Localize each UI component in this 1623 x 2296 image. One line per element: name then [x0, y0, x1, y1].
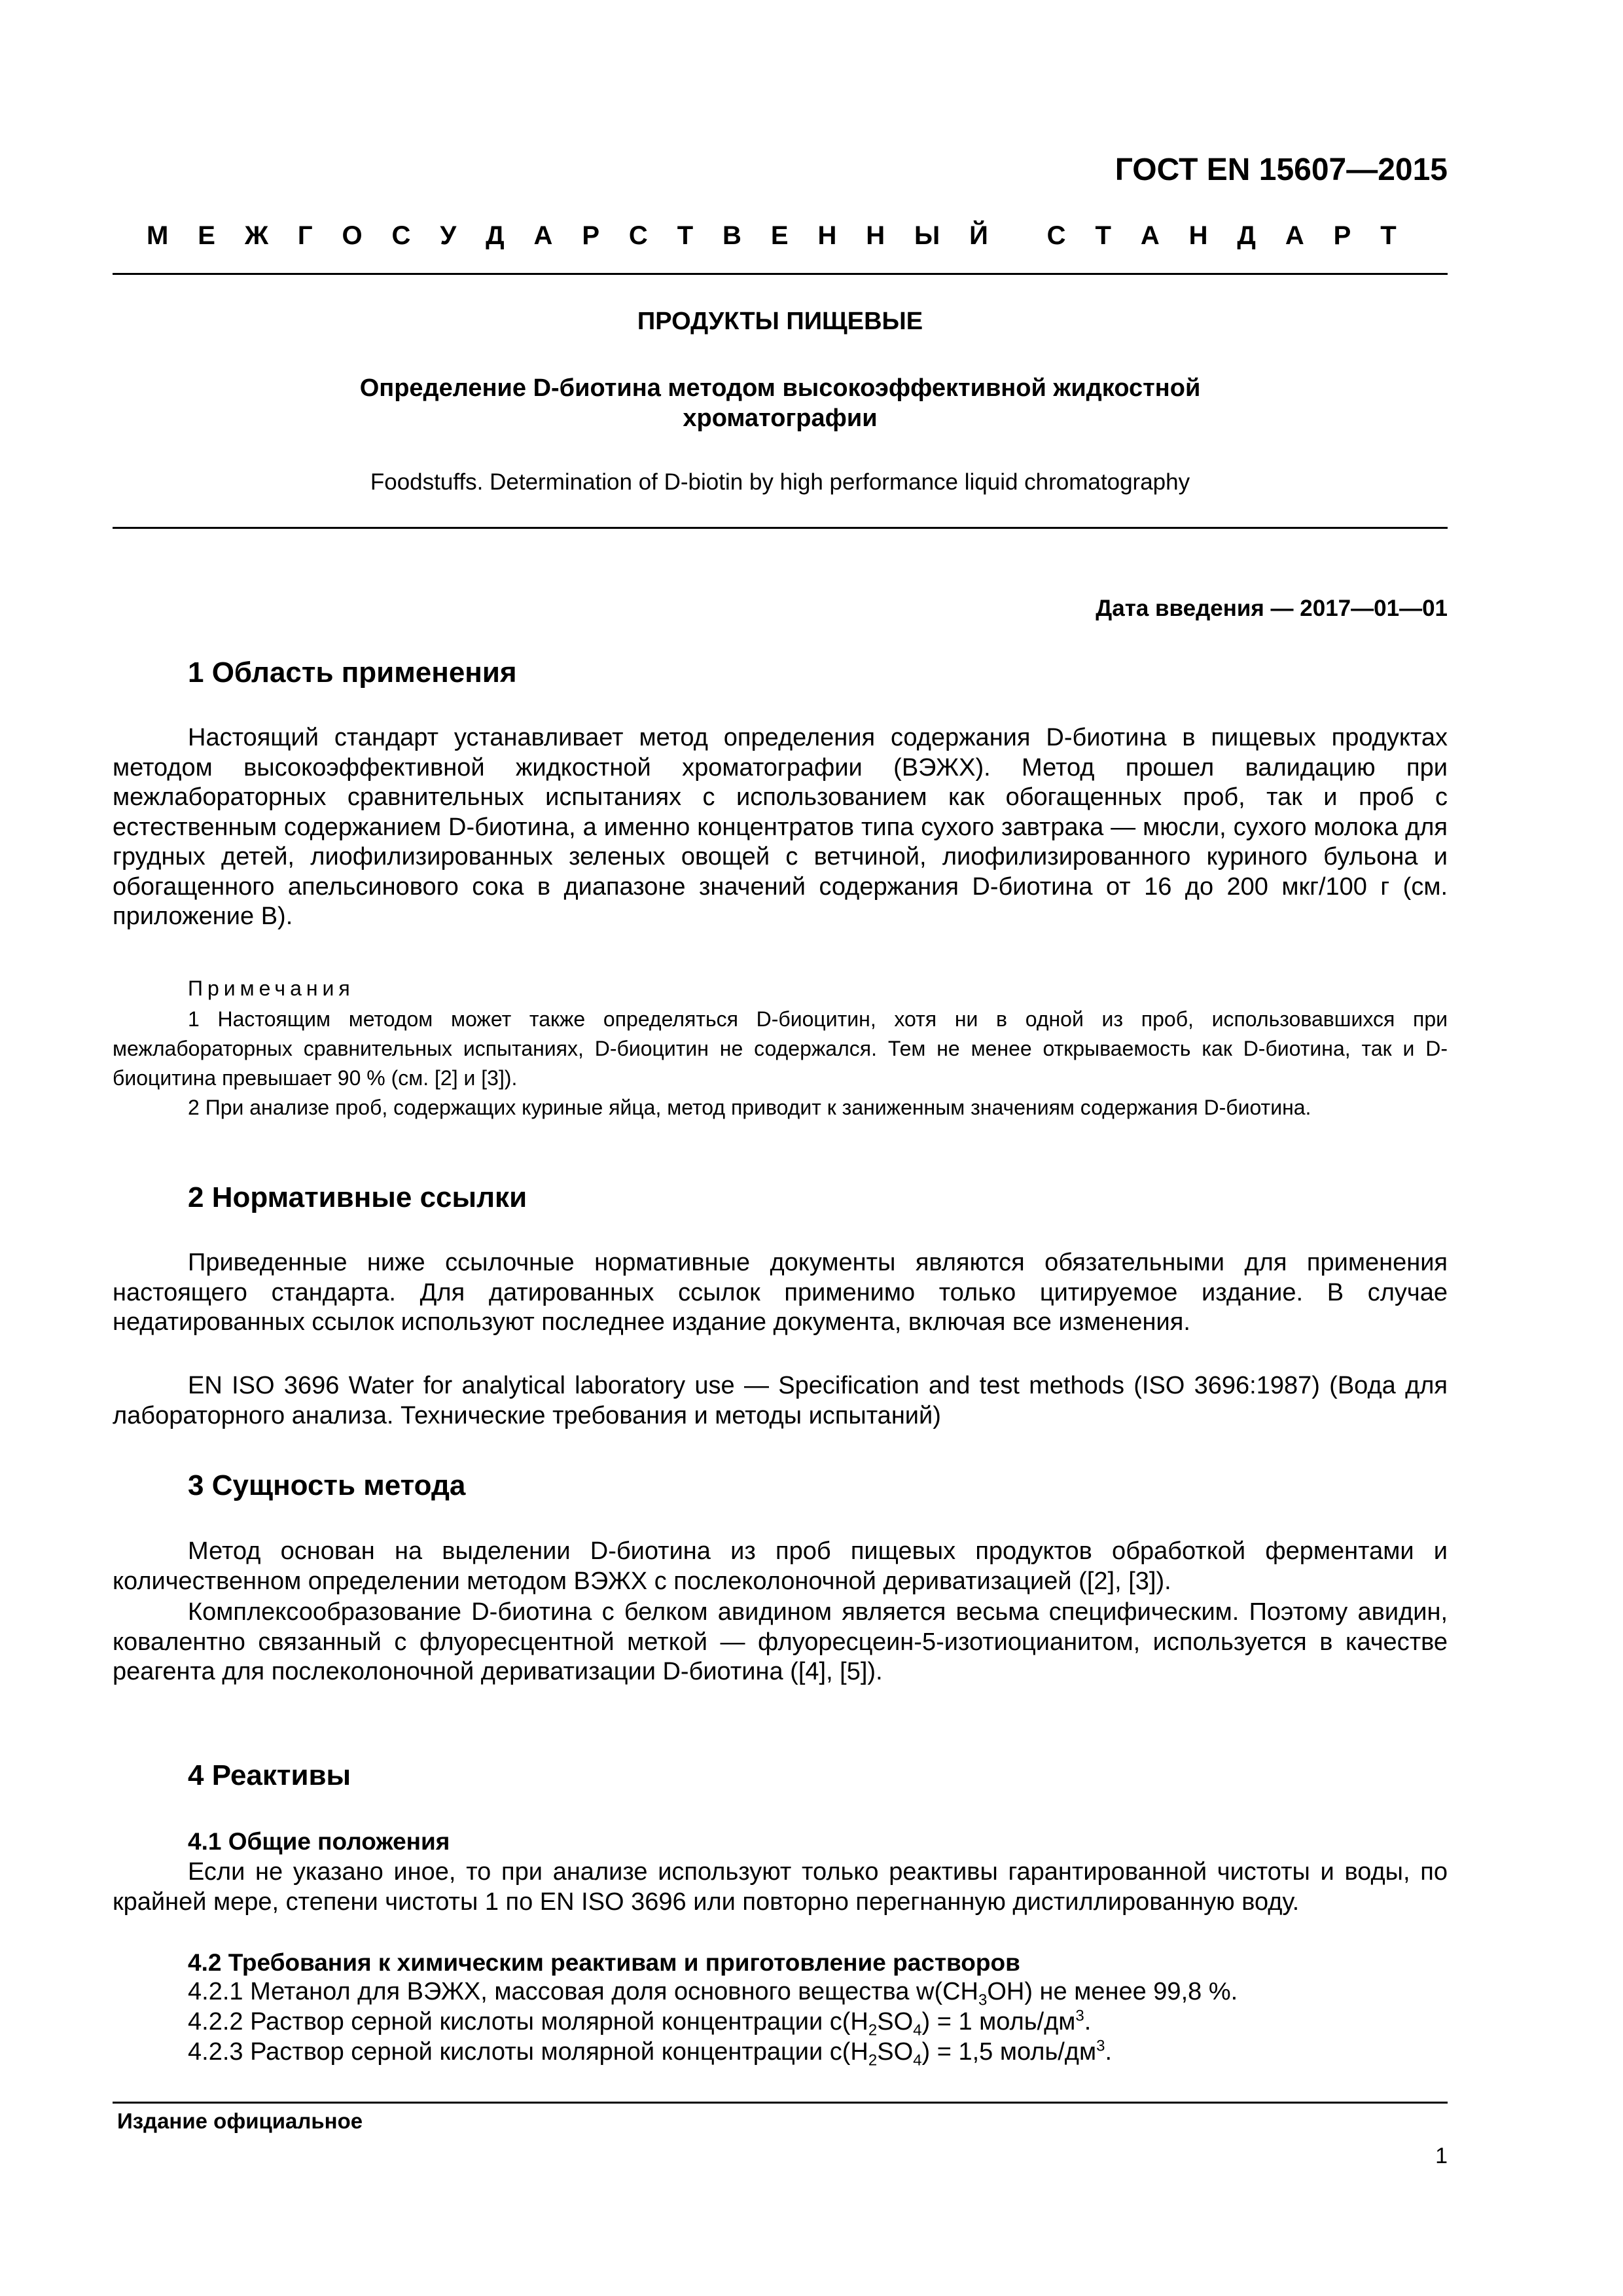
- letter: В: [722, 221, 741, 250]
- letter: Т: [1095, 221, 1111, 250]
- letter: Н: [866, 221, 885, 250]
- notes-title: Примечания: [188, 977, 355, 1000]
- section4-1-heading: 4.1 Общие положения: [188, 1828, 450, 1855]
- letter: Н: [817, 221, 837, 250]
- letter: А: [533, 221, 553, 250]
- top-rule: [113, 273, 1448, 275]
- item-4-2-1: 4.2.1 Метанол для ВЭЖХ, массовая доля основного вещества $w(CH_3OH)$ не менее 99,8 %.: [188, 1978, 1238, 2009]
- letter: А: [1285, 221, 1304, 250]
- title-sub-line1: Определение D-биотина методом высокоэффективной жидкостной: [359, 374, 1201, 402]
- title-sub-line2: хроматографии: [683, 404, 878, 432]
- letter: О: [342, 221, 363, 250]
- letter: Р: [1333, 221, 1351, 250]
- letter: С: [391, 221, 411, 250]
- item-4-2-2: 4.2.2 Раствор серной кислоты молярной концентрации $c(H_2SO_4) = 1$ моль/$дм^3$.: [188, 2007, 1092, 2039]
- letter: Г: [297, 221, 313, 250]
- document-page: [113, 0, 1448, 2296]
- letter: Ы: [914, 221, 940, 250]
- letter: Д: [486, 221, 505, 250]
- letter: У: [440, 221, 457, 250]
- page-number: 1: [1435, 2144, 1448, 2168]
- title-main: ПРОДУКТЫ ПИЩЕВЫЕ: [637, 308, 923, 335]
- letter: Е: [198, 221, 215, 250]
- letter: Т: [1380, 221, 1397, 250]
- letter: М: [147, 221, 169, 250]
- note-2: 2 При анализе проб, содержащих куриные яйца, метод приводит к заниженным значениям содержания D-биотина.: [188, 1096, 1311, 1119]
- letter: Д: [1237, 221, 1256, 250]
- item-4-2-3: 4.2.3 Раствор серной кислоты молярной концентрации $c(H_2SO_4) = 1,5$ моль/$дм^3$.: [188, 2037, 1113, 2070]
- section2-paragraph-2: EN ISO 3696 Water for analytical laboratory use — Specification and test methods (ISO 3696:1987) (Вода для лабораторного анализа. Технические требования и методы испытаний): [113, 1372, 1448, 1429]
- section4-heading: 4 Реактивы: [188, 1759, 351, 1791]
- note-1: 1 Настоящим методом может также определяться D-биоцитин, хотя ни в одной из проб, использовавшихся при межлабораторных сравнительных испытаниях, D-биоцитин не содержался. Тем не менее открываемость как D-биотина, так и D-биоцитина превышает 90 % (см. [2] и [3]).: [113, 1007, 1448, 1090]
- letter: Ж: [244, 221, 268, 250]
- section3-paragraph-2: Комплексообразование D-биотина с белком авидином является весьма специфическим. Поэтому авидин, ковалентно связанный с флуоресцентной меткой — флуоресцеин-5-изотиоцианитом, используется в качестве реагента для послеколоночной дериватизации D-биотина ([4], [5]).: [113, 1598, 1448, 1685]
- edition-label: Издание официальное: [117, 2109, 363, 2133]
- section2-paragraph-1: Приведенные ниже ссылочные нормативные документы являются обязательными для применения настоящего стандарта. Для датированных ссылок применимо только цитируемое издание. В случае недатированных ссылок используют последнее издание документа, включая все изменения.: [113, 1249, 1448, 1336]
- doc-number: ГОСТ EN 15607—2015: [1115, 152, 1448, 187]
- letter: Н: [1188, 221, 1208, 250]
- letter: А: [1140, 221, 1160, 250]
- letter: Й: [969, 221, 988, 250]
- section2-heading: 2 Нормативные ссылки: [188, 1181, 527, 1213]
- footer-rule: [113, 2102, 1448, 2104]
- letter: С: [1046, 221, 1066, 250]
- title-english: Foodstuffs. Determination of D-biotin by high performance liquid chromatography: [370, 469, 1190, 495]
- section1-heading: 1 Область применения: [188, 656, 517, 689]
- title-rule: [113, 527, 1448, 529]
- standard-type-heading: [147, 221, 1397, 251]
- letter: Т: [677, 221, 694, 250]
- section4-1-paragraph: Если не указано иное, то при анализе используют только реактивы гарантированной чистоты и воды, по крайней мере, степени чистоты 1 по EN ISO 3696 или повторно перегнанную дистиллированную воду.: [113, 1858, 1448, 1916]
- section3-heading: 3 Сущность метода: [188, 1469, 466, 1501]
- letter: Р: [582, 221, 599, 250]
- letter: С: [628, 221, 648, 250]
- section1-paragraph: Настоящий стандарт устанавливает метод определения содержания D-биотина в пищевых продуктах методом высокоэффективной жидкостной хроматографии (ВЭЖХ). Метод прошел валидацию при межлабораторных сравнительных испытаниях с использованием как обогащенных проб, так и проб с естественным содержанием D-биотина, а именно концентратов типа сухого завтрака — мюсли, сухого молока для грудных детей, лиофилизированных зеленых овощей с ветчиной, лиофилизированного куриного бульона и обогащенного апельсинового сока в диапазоне значений содержания D-биотина от 16 до 200 мкг/100 г (см. приложение В).: [113, 724, 1448, 930]
- intro-date: Дата введения — 2017—01—01: [1096, 596, 1448, 621]
- section4-2-heading: 4.2 Требования к химическим реактивам и приготовление растворов: [188, 1949, 1020, 1976]
- letter: Е: [770, 221, 789, 250]
- section3-paragraph-1: Метод основан на выделении D-биотина из проб пищевых продуктов обработкой ферментами и количественном определении методом ВЭЖХ с послеколоночной дериватизацией ([2], [3]).: [113, 1537, 1448, 1595]
- title-sub: [113, 373, 1448, 433]
